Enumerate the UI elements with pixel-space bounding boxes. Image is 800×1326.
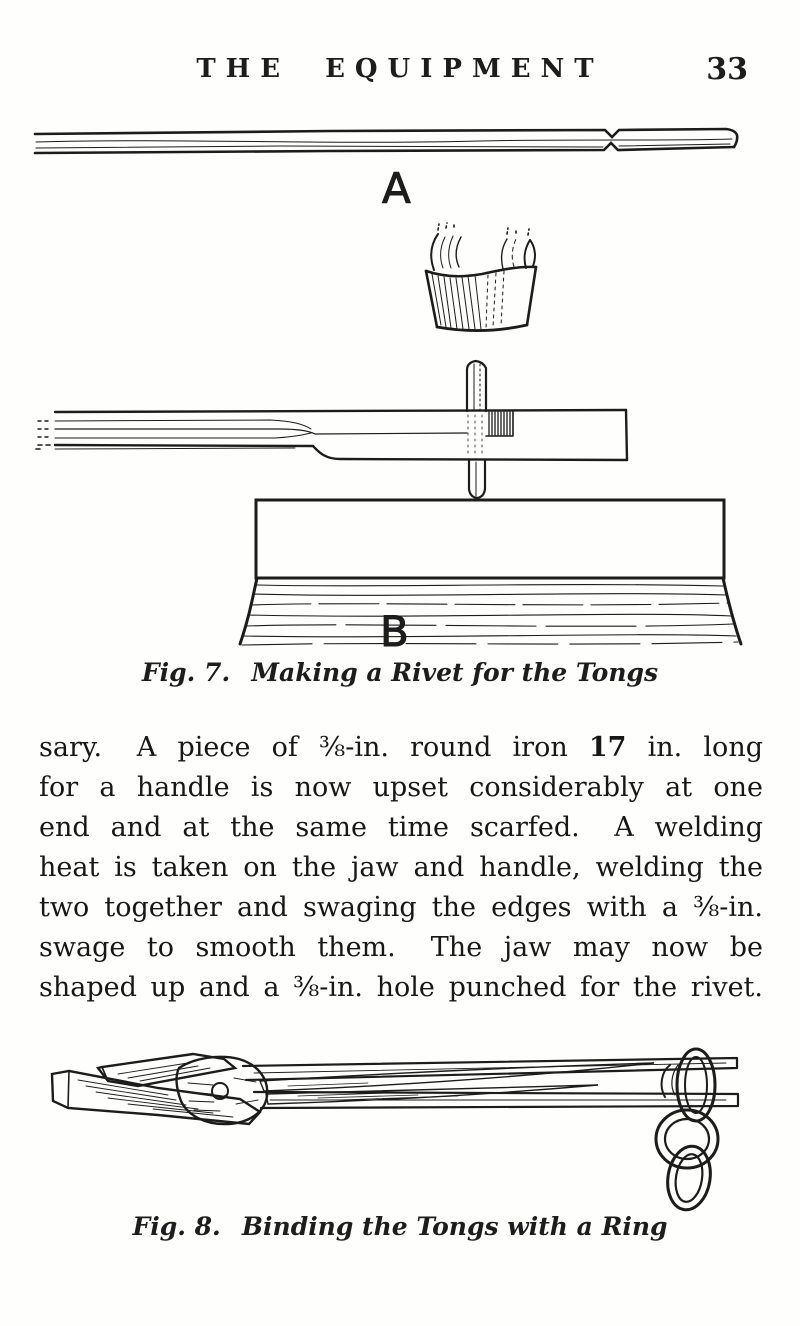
figure-label-b: B xyxy=(380,607,409,656)
figure-label-a: A xyxy=(382,164,411,213)
text-line-1-number: 17 xyxy=(588,732,627,763)
anvil-block-drawing xyxy=(240,500,741,645)
iron-rod-a-drawing xyxy=(35,129,737,153)
text-line-2: for a handle is now upset considerably at one xyxy=(39,772,763,803)
text-line-6: swage to smooth them. The jaw may now be xyxy=(39,932,763,963)
tongs-drawing xyxy=(52,1054,738,1124)
running-head xyxy=(0,54,800,94)
page-number: 33 xyxy=(706,52,748,87)
text-line-1 xyxy=(39,728,763,768)
upset-rod-end-drawing xyxy=(426,222,536,331)
hanging-rings-drawing xyxy=(656,1110,718,1213)
text-line-1-pre: sary. A piece of ⅜-in. round iron xyxy=(39,732,589,763)
figure-7-drawing xyxy=(30,118,770,658)
text-line-7: shaped up and a ⅜-in. hole punched for the rivet. xyxy=(39,972,763,1003)
text-line-3: end and at the same time scarfed. A welding xyxy=(39,812,763,843)
text-line-1-post: in. long xyxy=(626,732,763,763)
figure-8-caption: Fig. 8. Binding the Tongs with a Ring xyxy=(132,1212,668,1241)
page-title: THE EQUIPMENT xyxy=(196,54,604,84)
figure-7-caption: Fig. 7. Making a Rivet for the Tongs xyxy=(141,658,659,687)
text-line-5: two together and swaging the edges with a ⅜-in. xyxy=(39,892,763,923)
text-line-4: heat is taken on the jaw and handle, welding the xyxy=(39,852,763,883)
jaw-and-punch-drawing xyxy=(36,361,627,498)
figure-8-drawing xyxy=(38,1038,765,1215)
body-paragraph xyxy=(39,728,763,1008)
